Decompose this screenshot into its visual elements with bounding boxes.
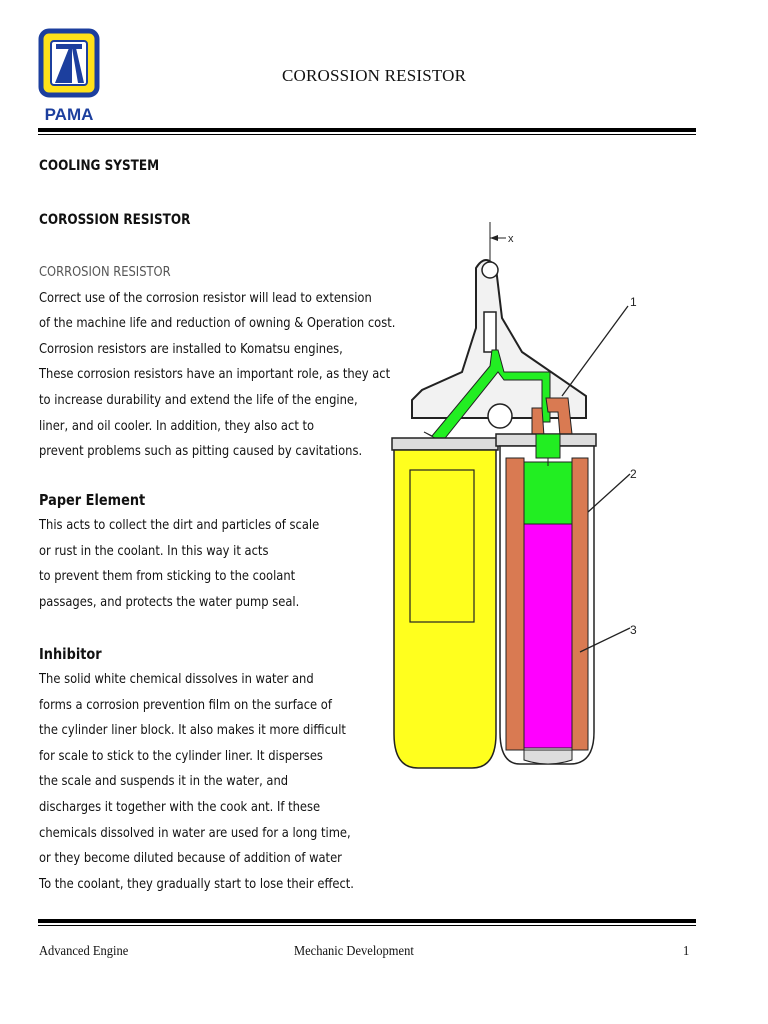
header-rule-thin: [38, 134, 696, 135]
footer-center: Mechanic Development: [294, 943, 414, 958]
paper-element-line: passages, and protects the water pump seal.: [39, 594, 300, 610]
intro-line: Corrosion resistors are installed to Komatsu engines,: [39, 341, 343, 357]
inhibitor-line: or they become diluted because of addition of water: [39, 851, 342, 867]
intro-line: liner, and oil cooler. In addition, they also act to: [39, 418, 315, 434]
corrosion-resistor-diagram: [372, 222, 658, 772]
paper-element-line: This acts to collect the dirt and particles of scale: [39, 518, 320, 533]
intro-line: prevent problems such as pitting caused by cavitations.: [39, 444, 363, 460]
intro-label: CORROSION RESISTOR: [39, 265, 171, 280]
x-dimension-label: x: [508, 233, 514, 245]
intro-line: Correct use of the corrosion resistor will lead to extension: [39, 290, 372, 306]
intro-line: These corrosion resistors have an important role, as they act: [39, 367, 391, 383]
footer-rule-thin: [38, 925, 696, 926]
paper-element-paragraph: [39, 513, 319, 615]
inhibitor-line: The solid white chemical dissolves in water and: [39, 672, 314, 687]
callout-3-label: 3: [630, 623, 637, 637]
logo-wordmark: PAMA: [44, 105, 94, 124]
intro-paragraph: [39, 260, 395, 465]
callout-2-label: 2: [630, 467, 637, 481]
page-title: COROSSION RESISTOR: [282, 66, 467, 85]
inhibitor-heading: Inhibitor: [39, 645, 102, 663]
paper-element-line: or rust in the coolant. In this way it acts: [39, 543, 269, 559]
pama-logo: [38, 28, 100, 126]
footer-left: Advanced Engine: [39, 943, 129, 958]
inhibitor-line: for scale to stick to the cylinder liner. It disperses: [39, 748, 323, 764]
inhibitor-line: To the coolant, they gradually start to lose their effect.: [39, 876, 354, 892]
inhibitor-paragraph: [39, 667, 354, 897]
inhibitor-line: the scale and suspends it in the water, and: [39, 774, 289, 790]
header-rule: [38, 128, 696, 132]
inhibitor-line: chemicals dissolved in water are used for a long time,: [39, 825, 351, 841]
inhibitor-line: forms a corrosion prevention film on the surface of: [39, 697, 332, 713]
paper-element-line: to prevent them from sticking to the coolant: [39, 569, 296, 585]
section-title: COOLING SYSTEM: [39, 158, 160, 174]
callout-1-label: 1: [630, 295, 637, 309]
intro-line: of the machine life and reduction of owning & Operation cost.: [39, 316, 396, 332]
section-subtitle: COROSSION RESISTOR: [39, 212, 191, 228]
page-number: 1: [683, 943, 690, 958]
footer-rule: [38, 919, 696, 923]
inhibitor-line: the cylinder liner block. It also makes it more difficult: [39, 723, 346, 739]
intro-line: to increase durability and extend the life of the engine,: [39, 392, 358, 408]
paper-element-heading: Paper Element: [39, 491, 146, 509]
inhibitor-line: discharges it together with the cook ant. If these: [39, 799, 321, 815]
